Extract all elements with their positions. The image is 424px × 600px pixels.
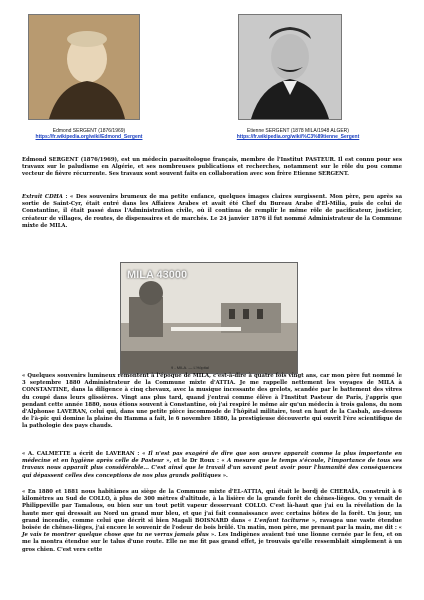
- book-title: L'enfant taciturne: [254, 517, 310, 524]
- calmette-intro: « A. CALMETTE a écrit de LAVERAN : «: [22, 451, 149, 457]
- attia-text-1: « En 1880 et 1881 nous habitâmes au siège de la Commune mixte d'EL-ATTIA, qui était le bordj de CHERAÏA, construit à 6 kilomètres au Sud de COLLO, à plus de 300 mètres d'altitude, à la lisière de la grande forêt de chênes-lièges. On y venait de Philippeville par Tamalous, ou bien sur un tout petit vapeur desservant COLLO. C'est là-haut que j'ai eu la révélation de la haute mer qui dressait au Nord un grand mur bleu, et que j'ai fait connaissance avec certains hôtes de la forêt. Un jour, un grand incendie, comme celui que décrit si bien Magali BOISNARD dans «: [22, 489, 402, 524]
- extract-text: : « Des souvenirs brumeux de ma petite enfance, quelques images claires surgissent. Mon père, peu après sa sortie de Saint-Cyr, était entré dans les Affaires Arabes et avait été Chef du Bureau Arabe d'El-Milia, puis de celui de Constantine, il était passé dans l'Administration civile, où il continua de remplir le même rôle de pacificateur, justicier, créateur de villages, de routes, de dispensaires et de marchés. Le 24 janvier 1876 il fut nommé Administrateur de la Commune mixte de MILA.: [22, 194, 402, 229]
- attia-text-3: ». Les Indigènes avaient tué une lionne cernée par le feu, et on me la montra étendue sur le talus d'une route. Elle ne me fit pas grand effet, je trouvais qu'elle ressemblait simplement à un gros chien. C'est vers cette: [22, 532, 402, 553]
- portrait-edmond-sergent: [28, 14, 140, 120]
- attia-paragraph: [22, 489, 402, 554]
- wikipedia-link-etienne[interactable]: https://fr.wikipedia.org/wiki/%C3%89tienne_Sergent: [236, 134, 360, 140]
- roux-quote: A mesure que le temps s'écoule, l'importance de tous ses travaux nous apparaît plus considérable... C'est ainsi que le travail d'un savant peut avoir pour l'humanité des conséquences qui dépassent celles des conceptions de nos plus grands politiques: [22, 458, 402, 479]
- calmette-end: ».: [220, 472, 228, 479]
- extract-paragraph: [22, 194, 402, 230]
- calmette-middle: », et le Dr Roux : «: [163, 458, 228, 465]
- portrait-etienne-sergent: [238, 14, 342, 120]
- calmette-paragraph: [22, 451, 402, 480]
- wikipedia-link-edmond[interactable]: https://fr.wikipedia.org/wiki/Edmond_Sergent: [35, 134, 143, 140]
- attia-text-2: », ravagea une vaste étendue boisée de chênes-lièges, j'ai encore le souvenir de l'odeur de bois brûlé. Un matin, mon père, me prenant par la main, me dit : «: [22, 517, 402, 532]
- calmette-quote: Il n'est pas exagéré de dire que son œuvre apparaît comme la plus importante en médecine et en hygiène après celle de Pasteur: [22, 451, 402, 465]
- caption-name: Edmond SERGENT (1876/1969): [52, 128, 126, 134]
- caption-etienne: [218, 128, 378, 140]
- extract-lead: Extrait CDHA: [22, 194, 63, 200]
- postcard-image-mila: [120, 262, 298, 374]
- memories-paragraph: « Quelques souvenirs lumineux remontent à l'époque de MILA, c'est-à-dire à quatre fois vingt ans, car mon père fut nommé le 3 septembre 1880 Administrateur de la Commune mixte d'ATTIA. Je me rappelle nettement les voyages de MILA à CONSTANTINE, dans la diligence à cinq chevaux, avec la musique incessante des grelots, scandée par le battement des vitres du coupé dans leurs glissières. Vingt ans plus tard, quand j'entrai comme élève à l'Institut Pasteur de Paris, j'appris que pendant cette année 1880, nous étions souvent à Constantine, où j'ai respiré le même air qu'un médecin à trois galons, du nom d'Alphonse LAVERAN, celui qui, dans une petite pièce incommode de l'hôpital militaire, tout en haut de la Casbah, au-dessus de l'à-pic qui domine la plaine du Hamma a fait, le 6 novembre 1880, la prestigieuse découverte qui ouvrit l'ère scientifique de la pathologie des pays chauds.: [22, 373, 402, 430]
- postcard-title: MILA 43000: [127, 269, 188, 281]
- father-quote: Je vais te montrer quelque chose que tu ne verras jamais plus: [22, 532, 209, 539]
- intro-paragraph: Edmond SERGENT (1876/1969), est un médecin parasitologue français, membre de l'Institut PASTEUR. Il est connu pour ses travaux sur le paludisme en Algérie, et ses nombreuses publications et recherches, notamment sur le rôle du pou comme vecteur de fièvre récurrente. Ses travaux sont souvent faits en collaboration avec son frère Etienne SERGENT.: [22, 157, 402, 178]
- caption-edmond: [14, 128, 164, 140]
- caption-name: Etienne SERGENT (1878 MILA/1948 ALGER): [247, 128, 349, 134]
- postcard-caption: 9 - MILA. — L'Hôpital: [171, 365, 209, 370]
